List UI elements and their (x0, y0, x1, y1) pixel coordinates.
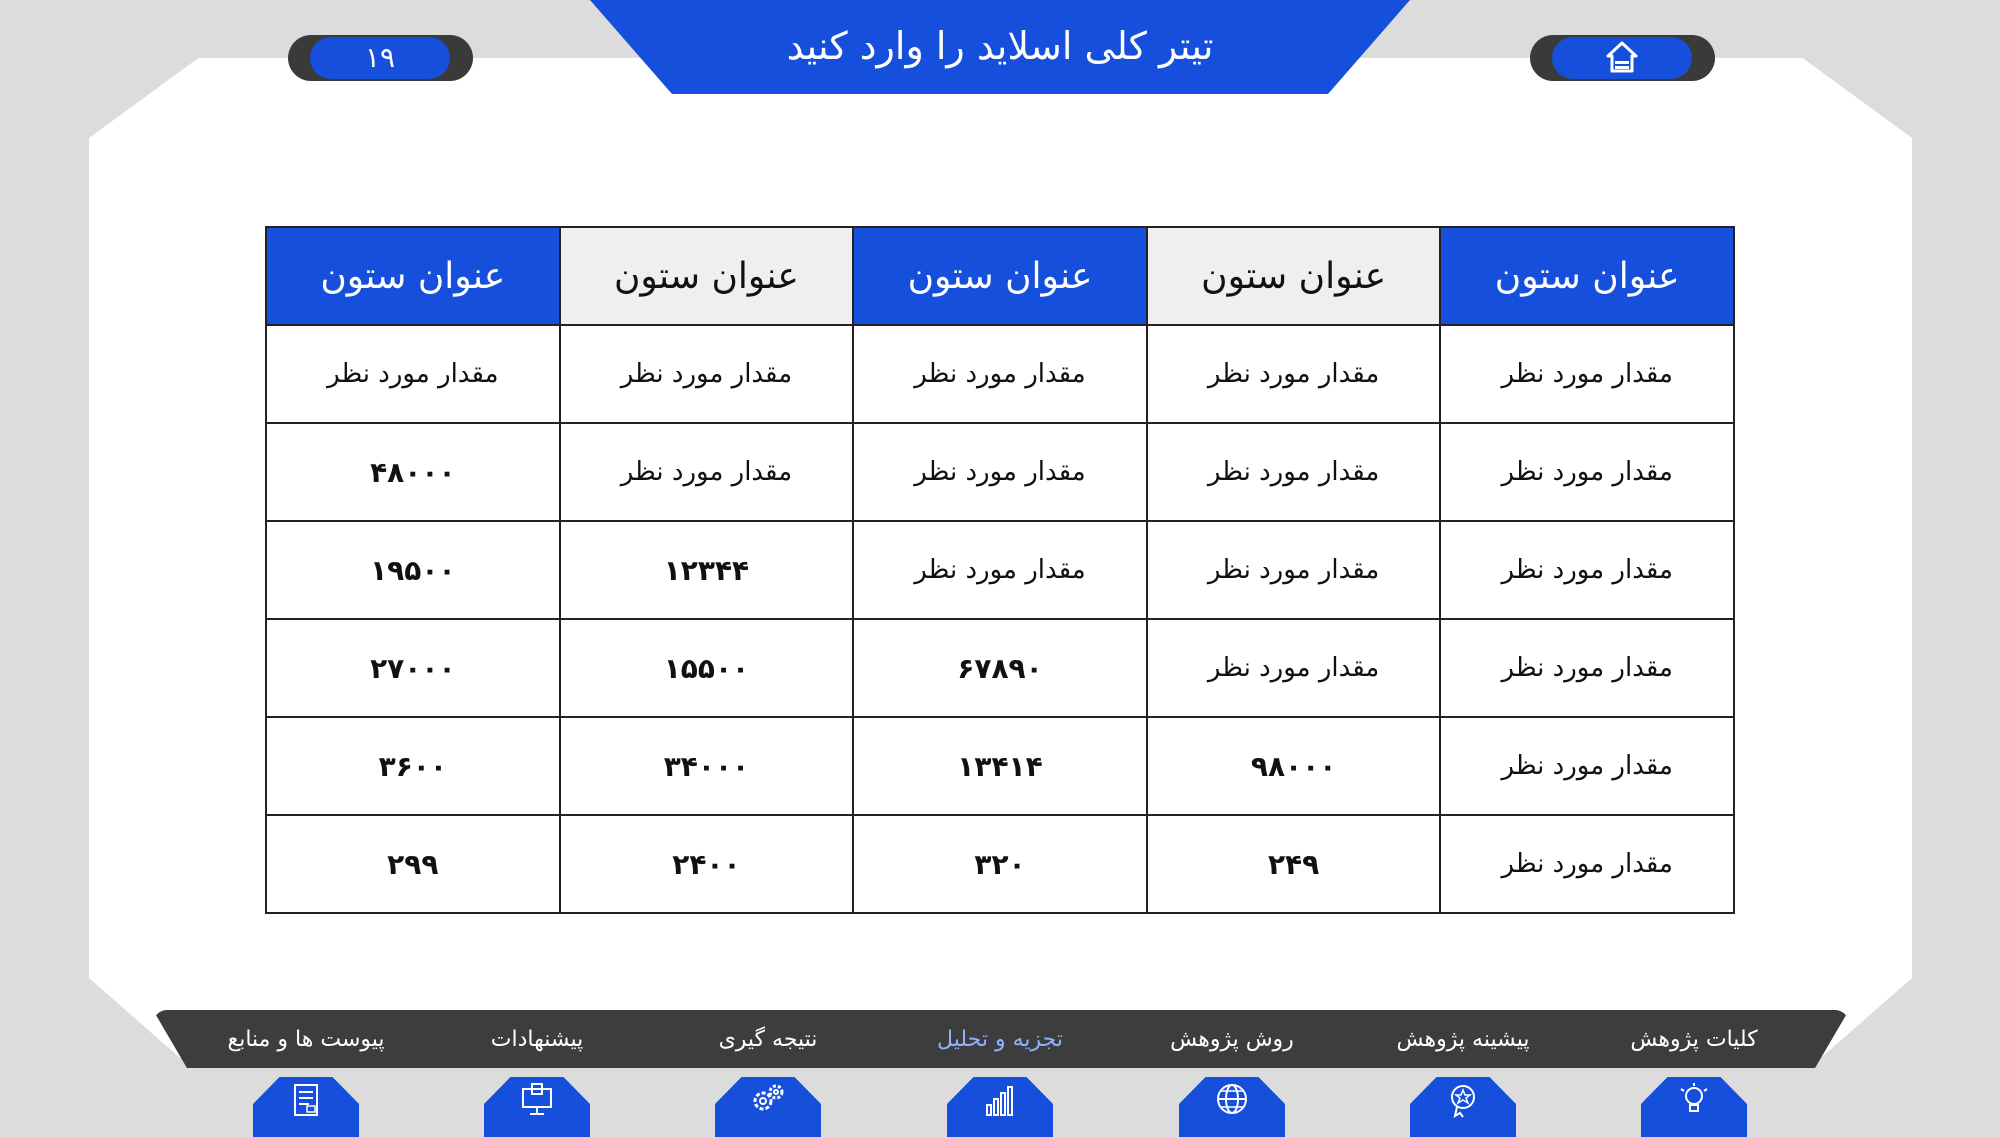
nav-item-analysis[interactable]: تجزیه و تحلیل (937, 1027, 1063, 1052)
table-cell: ۳۴۰۰۰ (560, 717, 854, 815)
table-cell: مقدار مورد نظر (1440, 521, 1734, 619)
table-cell: مقدار مورد نظر (1440, 325, 1734, 423)
globe-icon (1213, 1081, 1251, 1119)
table-row (266, 325, 1734, 423)
table-row (266, 521, 1734, 619)
gears-icon (749, 1081, 787, 1119)
table-cell: مقدار مورد نظر (1147, 423, 1441, 521)
table-cell: مقدار مورد نظر (853, 521, 1147, 619)
nav-item-appendix-references[interactable]: پیوست ها و منابع (227, 1027, 385, 1052)
nav-item-conclusion[interactable]: نتیجه گیری (718, 1027, 818, 1052)
nav-item-literature-review[interactable]: پیشینه پژوهش (1396, 1027, 1530, 1052)
nav-tab-suggestions[interactable] (484, 1077, 590, 1137)
home-pill[interactable] (1530, 35, 1715, 81)
table-cell: مقدار مورد نظر (1440, 423, 1734, 521)
table-cell: مقدار مورد نظر (1440, 619, 1734, 717)
award-icon (1444, 1081, 1482, 1119)
table-cell: ۱۲۳۴۴ (560, 521, 854, 619)
column-header: عنوان ستون (853, 227, 1147, 325)
table-cell: ۲۷۰۰۰ (266, 619, 560, 717)
table-row (266, 619, 1734, 717)
nav-tab-research-overview[interactable] (1641, 1077, 1747, 1137)
table-row (266, 717, 1734, 815)
data-table (265, 226, 1735, 914)
table-cell: مقدار مورد نظر (1440, 717, 1734, 815)
column-header: عنوان ستون (560, 227, 854, 325)
nav-tab-methodology[interactable] (1179, 1077, 1285, 1137)
table-cell: ۱۵۵۰۰ (560, 619, 854, 717)
table-cell: ۳۲۰ (853, 815, 1147, 913)
table-cell: ۱۳۴۱۴ (853, 717, 1147, 815)
table-cell: ۹۸۰۰۰ (1147, 717, 1441, 815)
table-cell: ۲۴۰۰ (560, 815, 854, 913)
nav-tab-appendix-references[interactable] (253, 1077, 359, 1137)
nav-tab-analysis[interactable] (947, 1077, 1053, 1137)
column-header: عنوان ستون (1440, 227, 1734, 325)
home-button[interactable] (1552, 37, 1692, 79)
table-header-row (266, 227, 1734, 325)
nav-tab-literature-review[interactable] (1410, 1077, 1516, 1137)
table-cell: ۲۴۹ (1147, 815, 1441, 913)
bar-chart-icon (981, 1081, 1019, 1119)
nav-item-methodology[interactable]: روش پژوهش (1170, 1027, 1294, 1052)
slide-title: تیتر کلی اسلاید را وارد کنید (786, 24, 1214, 68)
column-header: عنوان ستون (266, 227, 560, 325)
table-cell: ۴۸۰۰۰ (266, 423, 560, 521)
monitor-icon (518, 1081, 556, 1119)
table-cell: مقدار مورد نظر (266, 325, 560, 423)
table-cell: مقدار مورد نظر (1147, 325, 1441, 423)
table-cell: ۲۹۹ (266, 815, 560, 913)
table-row (266, 423, 1734, 521)
table-cell: مقدار مورد نظر (853, 325, 1147, 423)
table-row (266, 815, 1734, 913)
column-header: عنوان ستون (1147, 227, 1441, 325)
document-icon (287, 1081, 325, 1119)
table-cell: ۶۷۸۹۰ (853, 619, 1147, 717)
nav-tab-conclusion[interactable] (715, 1077, 821, 1137)
table-cell: ۳۶۰۰ (266, 717, 560, 815)
page-number-pill (288, 35, 473, 81)
home-icon (1602, 37, 1642, 79)
table-cell: مقدار مورد نظر (1147, 619, 1441, 717)
table-cell: مقدار مورد نظر (1147, 521, 1441, 619)
lightbulb-icon (1675, 1081, 1713, 1119)
table-cell: ۱۹۵۰۰ (266, 521, 560, 619)
table-cell: مقدار مورد نظر (560, 325, 854, 423)
page-number: ۱۹ (310, 37, 450, 79)
table-cell: مقدار مورد نظر (1440, 815, 1734, 913)
table-cell: مقدار مورد نظر (853, 423, 1147, 521)
nav-item-research-overview[interactable]: کلیات پژوهش (1630, 1027, 1758, 1052)
table-cell: مقدار مورد نظر (560, 423, 854, 521)
nav-item-suggestions[interactable]: پیشنهادات (490, 1027, 584, 1052)
